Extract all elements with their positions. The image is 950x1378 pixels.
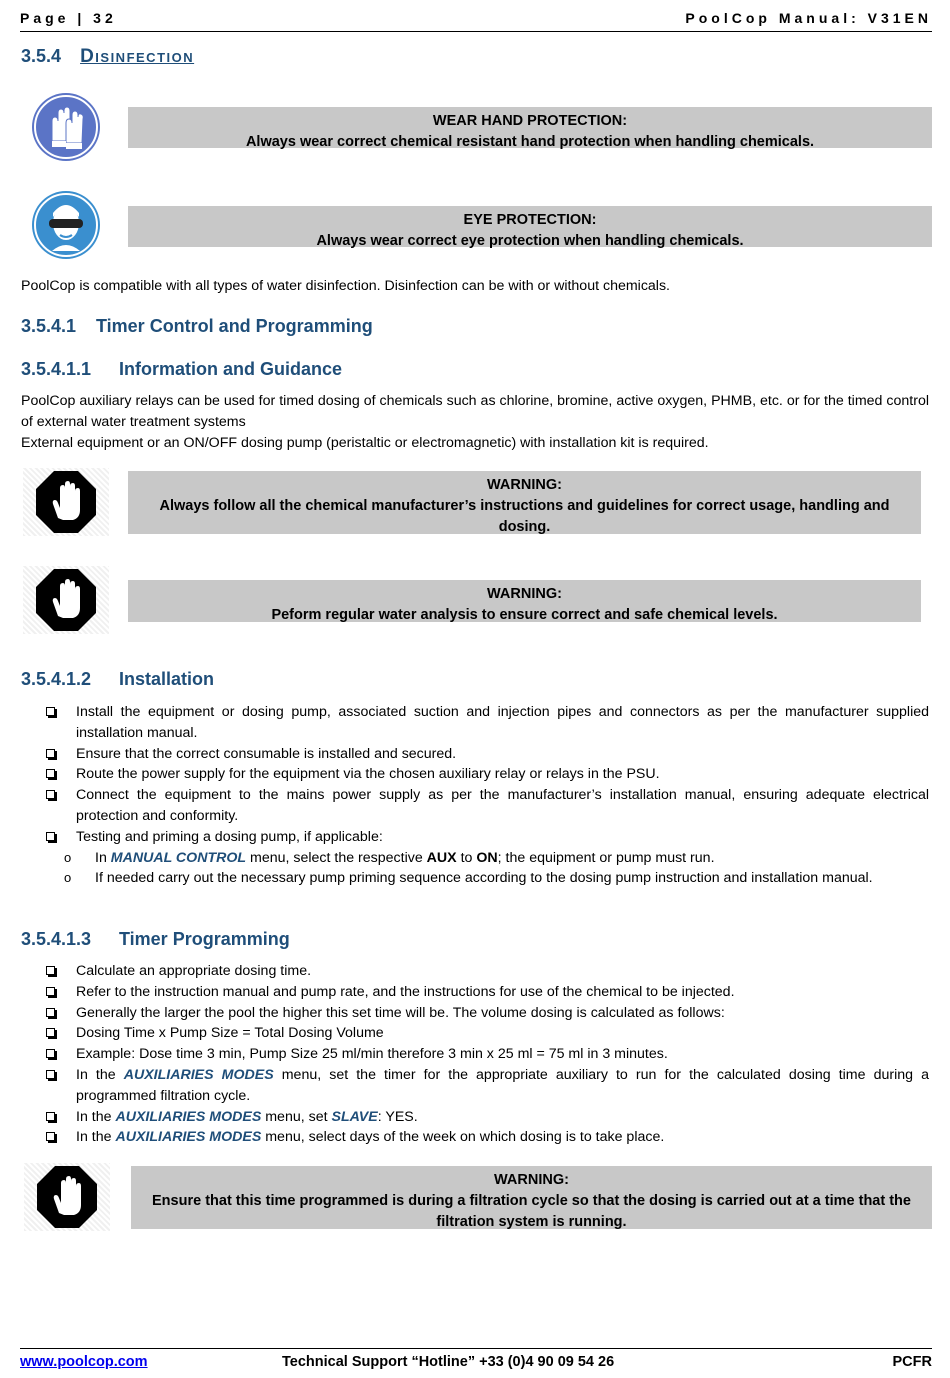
list-item: Refer to the instruction manual and pump rate, and the instructions for use of the chemical to be injected. xyxy=(21,982,929,1003)
intro-paragraph: PoolCop is compatible with all types of water disinfection. Disinfection can be with or without chemicals. xyxy=(21,278,670,294)
checkbox-bullet-icon xyxy=(46,769,55,778)
stop-hand-icon xyxy=(24,1163,110,1231)
checkbox-bullet-icon xyxy=(46,707,55,716)
priming-sublist xyxy=(21,848,929,890)
hand-protection-banner xyxy=(128,107,932,148)
support-hotline: Technical Support “Hotline” +33 (0)4 90 09 54 26 xyxy=(282,1354,615,1370)
heading-number: 3.5.4.1.1 xyxy=(21,359,92,379)
banner-text: Always wear correct chemical resistant hand protection when handling chemicals. xyxy=(245,134,815,150)
setting-name: SLAVE xyxy=(331,1108,378,1125)
checkbox-bullet-icon xyxy=(46,1008,55,1017)
list-item: Example: Dose time 3 min, Pump Size 25 ml/min therefore 3 min x 25 ml = 75 ml in 3 minutes. xyxy=(21,1044,929,1065)
list-item: Install the equipment or dosing pump, associated suction and injection pipes and connectors as per the manufacturer supplied installation manual. xyxy=(21,702,929,744)
heading-installation xyxy=(21,669,214,690)
heading-information xyxy=(21,359,342,380)
page-number: Page | 32 xyxy=(20,10,117,26)
checkbox-bullet-icon xyxy=(46,1028,55,1037)
menu-name: AUXILIARIES MODES xyxy=(115,1129,262,1146)
heading-number: 3.5.4.1.2 xyxy=(21,669,92,689)
banner-title: EYE PROTECTION: xyxy=(463,212,597,228)
heading-title: Timer Control and Programming xyxy=(96,316,373,336)
manual-title: PoolCop Manual: V31EN xyxy=(685,10,932,26)
heading-title: Timer Programming xyxy=(119,929,290,949)
warning-banner-1 xyxy=(128,471,921,534)
checkbox-bullet-icon xyxy=(46,1049,55,1058)
banner-text: Always follow all the chemical manufacturer’s instructions and guidelines for correct usage, handling and dosing. xyxy=(159,498,890,535)
banner-text: Always wear correct eye protection when handling chemicals. xyxy=(316,233,744,249)
eye-protection-banner xyxy=(128,206,932,247)
checkbox-bullet-icon xyxy=(46,832,55,841)
warning-banner-2 xyxy=(128,580,921,622)
checkbox-bullet-icon xyxy=(46,1112,55,1121)
hand-protection-icon xyxy=(32,93,100,161)
list-item: Dosing Time x Pump Size = Total Dosing Volume xyxy=(21,1023,929,1044)
list-item: Testing and priming a dosing pump, if applicable: o In MANUAL CONTROL menu, select the respective AUX to ON; the equipment or pump must run. o If needed carry out the necessary pump priming sequence according to the dosing pump instruction and installation manual. xyxy=(21,827,929,889)
section-title: Disinfection xyxy=(80,46,195,67)
page-header xyxy=(20,8,932,32)
page-footer xyxy=(20,1348,932,1370)
info-text-1: PoolCop auxiliary relays can be used for timed dosing of chemicals such as chlorine, bromine, active oxygen, PHMB, etc. or for the timed control of external water treatment systems xyxy=(21,393,929,430)
banner-title: WARNING: xyxy=(487,586,562,602)
circle-bullet: o xyxy=(64,849,72,865)
eye-protection-icon xyxy=(32,191,100,259)
sublist-item: o If needed carry out the necessary pump priming sequence according to the dosing pump instruction and installation manual. xyxy=(21,868,929,889)
checkbox-bullet-icon xyxy=(46,987,55,996)
section-heading xyxy=(21,46,194,68)
heading-title: Installation xyxy=(119,669,215,689)
sublist-item: o In MANUAL CONTROL menu, select the respective AUX to ON; the equipment or pump must run. xyxy=(21,848,929,869)
list-item: In the AUXILIARIES MODES menu, select days of the week on which dosing is to take place. xyxy=(21,1127,929,1148)
heading-number: 3.5.4.1.3 xyxy=(21,929,92,949)
programming-list xyxy=(21,961,929,1148)
info-text-2: External equipment or an ON/OFF dosing pump (peristaltic or electromagnetic) with installation kit is required. xyxy=(21,435,709,451)
menu-name: AUXILIARIES MODES xyxy=(123,1066,274,1083)
list-item: Connect the equipment to the mains power supply as per the manufacturer’s installation manual, ensuring adequate electrical protection and conformity. xyxy=(21,785,929,827)
list-item: Route the power supply for the equipment via the chosen auxiliary relay or relays in the PSU. xyxy=(21,764,929,785)
section-number: 3.5.4 xyxy=(21,46,62,66)
menu-name: MANUAL CONTROL xyxy=(110,849,247,866)
banner-title: WARNING: xyxy=(494,1172,569,1188)
heading-title: Information and Guidance xyxy=(119,359,343,379)
stop-hand-icon xyxy=(23,566,109,634)
heading-timer-programming xyxy=(21,929,290,950)
list-item: Ensure that the correct consumable is installed and secured. xyxy=(21,744,929,765)
banner-title: WEAR HAND PROTECTION: xyxy=(432,113,628,129)
checkbox-bullet-icon xyxy=(46,966,55,975)
heading-number: 3.5.4.1 xyxy=(21,316,77,336)
list-item: Calculate an appropriate dosing time. xyxy=(21,961,929,982)
checkbox-bullet-icon xyxy=(46,790,55,799)
menu-name: AUXILIARIES MODES xyxy=(115,1108,262,1125)
circle-bullet: o xyxy=(64,870,72,886)
installation-list xyxy=(21,702,929,889)
info-paragraph xyxy=(21,391,929,454)
stop-hand-icon xyxy=(23,468,109,536)
checkbox-bullet-icon xyxy=(46,1070,55,1079)
banner-text: Ensure that this time programmed is during a filtration cycle so that the dosing is carried out at a time that the filtration system is running. xyxy=(152,1193,911,1230)
heading-timer-control xyxy=(21,316,373,337)
checkbox-bullet-icon xyxy=(46,749,55,758)
banner-text: Peform regular water analysis to ensure correct and safe chemical levels. xyxy=(271,607,778,623)
banner-title: WARNING: xyxy=(487,477,562,493)
list-item: In the AUXILIARIES MODES menu, set SLAVE: YES. xyxy=(21,1107,929,1128)
checkbox-bullet-icon xyxy=(46,1132,55,1141)
website-link[interactable]: www.poolcop.com xyxy=(20,1354,148,1370)
warning-banner-3 xyxy=(131,1166,932,1229)
list-item: In the AUXILIARIES MODES menu, set the timer for the appropriate auxiliary to run for the calculated dosing time during a programmed filtration cycle. xyxy=(21,1065,929,1107)
list-item: Generally the larger the pool the higher this set time will be. The volume dosing is calculated as follows: xyxy=(21,1003,929,1024)
footer-code: PCFR xyxy=(892,1354,932,1370)
